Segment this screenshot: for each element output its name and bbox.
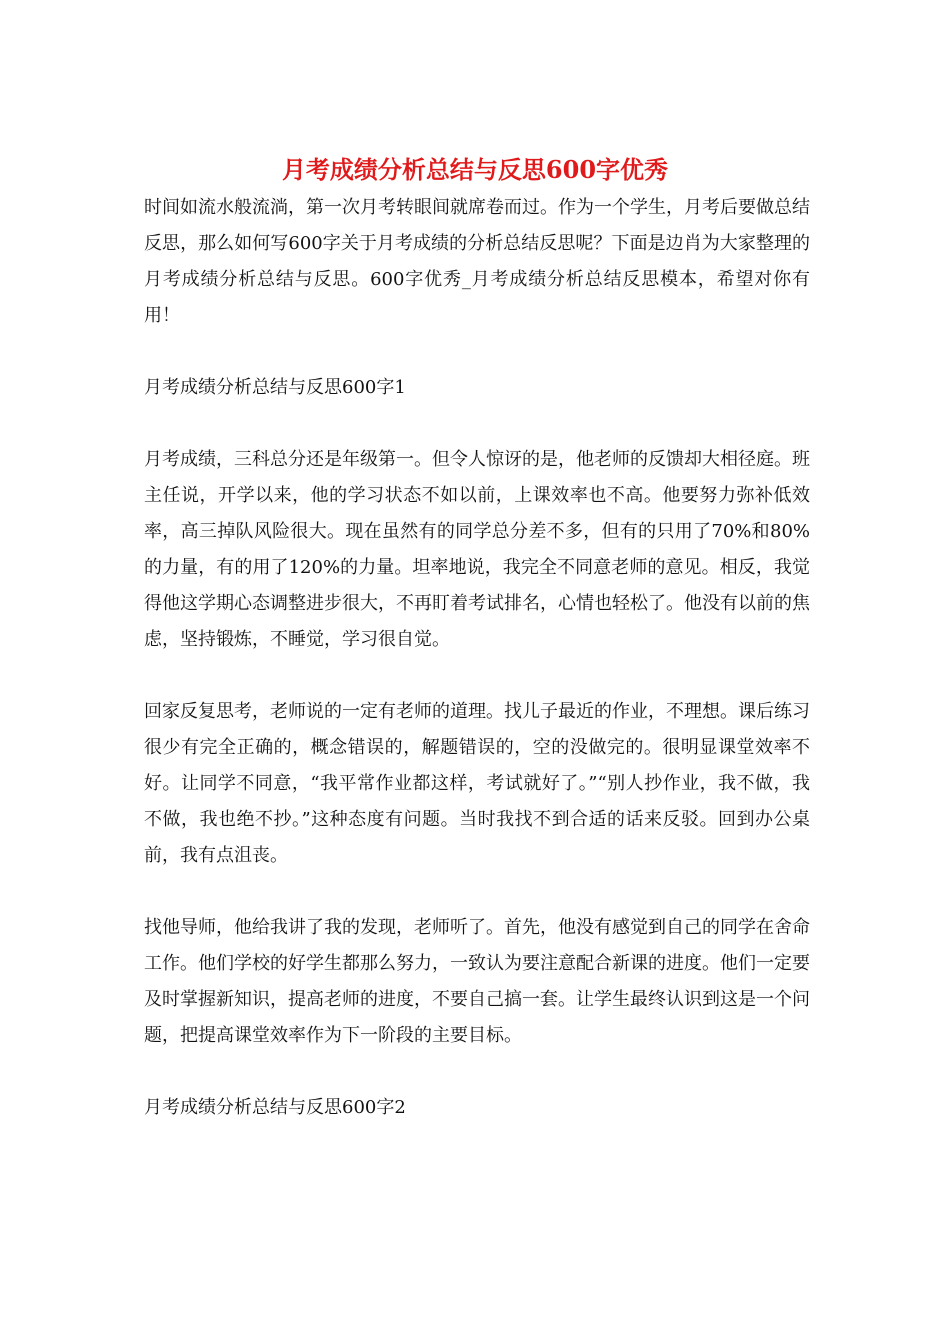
intro-paragraph: 时间如流水般流淌，第一次月考转眼间就席卷而过。作为一个学生，月考后要做总结反思，那么如何写600字关于月考成绩的分析总结反思呢？下面是边肖为大家整理的月考成绩分析总结与反思。600字优秀_月考成绩分析总结反思模本，希望对你有用！ xyxy=(144,197,810,326)
document-title: 月考成绩分析总结与反思600字优秀 xyxy=(281,155,669,184)
body-paragraph-2: 回家反复思考，老师说的一定有老师的道理。找儿子最近的作业，不理想。课后练习很少有完全正确的，概念错误的，解题错误的，空的没做完的。很明显课堂效率不好。让同学不同意，“我平常作业都这样，考试就好了。”“别人抄作业，我不做，我不做，我也绝不抄。”这种态度有问题。当时我找不到合适的话来反驳。回到办公桌前，我有点沮丧。 xyxy=(144,701,810,866)
section-heading-1: 月考成绩分析总结与反思600字1 xyxy=(144,377,406,398)
document-body xyxy=(144,190,810,1126)
section-heading-2: 月考成绩分析总结与反思600字2 xyxy=(144,1097,406,1118)
body-paragraph-1: 月考成绩，三科总分还是年级第一。但令人惊讶的是，他老师的反馈却大相径庭。班主任说，开学以来，他的学习状态不如以前，上课效率也不高。他要努力弥补低效率，高三掉队风险很大。现在虽然有的同学总分差不多，但有的只用了70%和80%的力量，有的用了120%的力量。坦率地说，我完全不同意老师的意见。相反，我觉得他这学期心态调整进步很大，不再盯着考试排名，心情也轻松了。他没有以前的焦虑，坚持锻炼，不睡觉，学习很自觉。 xyxy=(144,449,810,650)
body-paragraph-3: 找他导师，他给我讲了我的发现，老师听了。首先，他没有感觉到自己的同学在舍命工作。他们学校的好学生都那么努力，一致认为要注意配合新课的进度。他们一定要及时掌握新知识，提高老师的进度，不要自己搞一套。让学生最终认识到这是一个问题，把提高课堂效率作为下一阶段的主要目标。 xyxy=(144,917,810,1046)
